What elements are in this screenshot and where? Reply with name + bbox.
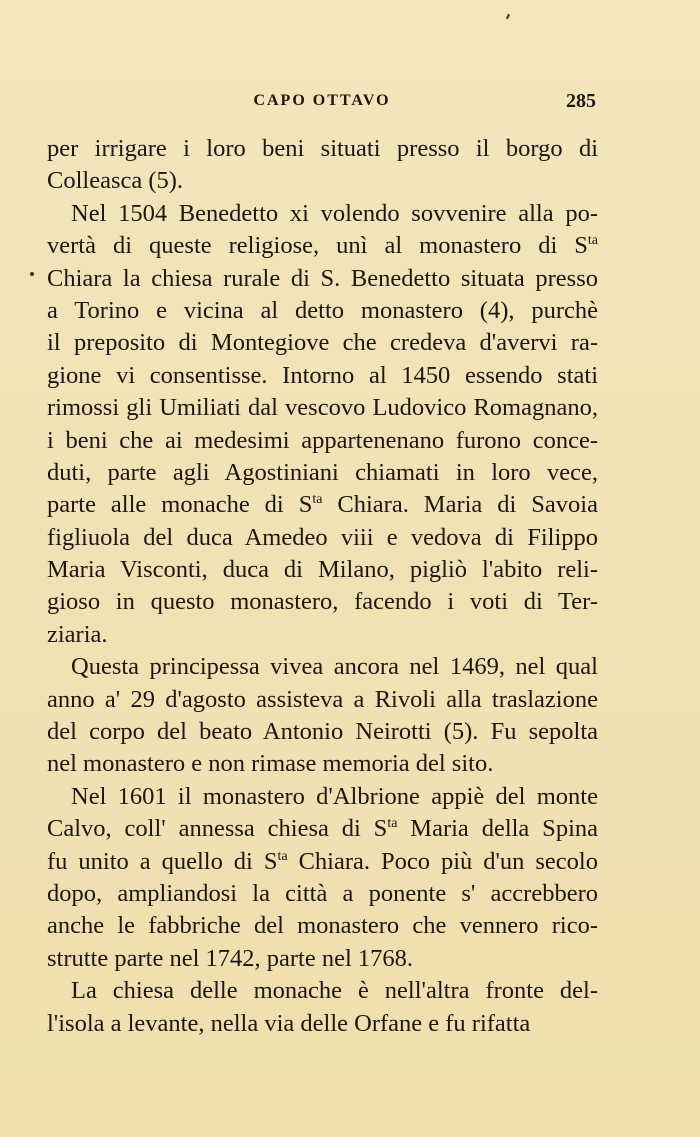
paragraph [47, 198, 598, 651]
paragraph [47, 781, 598, 975]
text-line: Nel 1504 Benedetto xi volendo sovvenire alla po- [71, 199, 598, 227]
text-line: a Torino e vicina al detto monastero (4), purchè [47, 296, 598, 324]
paragraph [47, 651, 598, 781]
text-line: gione vi consentisse. Intorno al 1450 essendo stati [47, 361, 598, 389]
text-line: Questa principessa vivea ancora nel 1469, nel qual [71, 653, 598, 681]
text-line: il preposito di Montegiove che credeva d'avervi ra- [47, 329, 598, 357]
text-line: Colleasca (5). [47, 167, 184, 195]
text-line: l'isola a levante, nella via delle Orfane e fu rifatta [47, 1009, 531, 1037]
text-line: rimossi gli Umiliati dal vescovo Ludovico Romagnano, [47, 394, 598, 422]
text-line: duti, parte agli Agostiniani chiamati in loro vece, [47, 458, 598, 486]
page-header [46, 92, 598, 116]
paragraph [47, 133, 598, 198]
text-line: Nel 1601 il monastero d'Albrione appiè del monte [71, 782, 598, 810]
text-line: ziaria. [47, 620, 108, 648]
text-line: gioso in questo monastero, facendo i voti di Ter- [47, 588, 598, 616]
text-line: i beni che ai medesimi appartenenano furono conce- [47, 426, 598, 454]
text-line: Chiara la chiesa rurale di S. Benedetto situata presso [47, 264, 598, 292]
text-line: Maria Visconti, duca di Milano, pigliò l'abito reli- [47, 556, 598, 584]
text-line: vertà di queste religiose, unì al monastero di $S^{ta}$ [47, 232, 598, 260]
running-head: CAPO OTTAVO [253, 92, 391, 109]
text-line: anno a' 29 d'agosto assisteva a Rivoli alla traslazione [47, 685, 598, 713]
text-line: Calvo, coll' annessa chiesa di $S^{ta}$ Maria della Spina [47, 815, 598, 843]
paragraph [47, 975, 598, 1040]
text-line: La chiesa delle monache è nell'altra fronte del- [71, 977, 598, 1005]
text-line: strutte parte nel 1742, parte nel 1768. [47, 944, 414, 972]
text-line: parte alle monache di $S^{ta}$ Chiara. Maria di Savoia [47, 491, 598, 519]
text-line: figliuola del duca Amedeo viii e vedova di Filippo [47, 523, 598, 551]
text-line: del corpo del beato Antonio Neirotti (5). Fu sepolta [47, 718, 598, 746]
text-line: dopo, ampliandosi la città a ponente s' accrebbero [47, 879, 598, 907]
text-line: fu unito a quello di $S^{ta}$ Chiara. Poco più d'un secolo [47, 847, 598, 875]
ink-mark [506, 14, 510, 19]
page-number: 285 [566, 90, 596, 112]
text-line: anche le fabbriche del monastero che vennero rico- [47, 912, 598, 940]
text-line: per irrigare i loro beni situati presso il borgo di [47, 135, 598, 162]
body-text [47, 133, 598, 1040]
text-line: nel monastero e non rimase memoria del sito. [47, 750, 494, 778]
margin-mark [30, 272, 34, 276]
